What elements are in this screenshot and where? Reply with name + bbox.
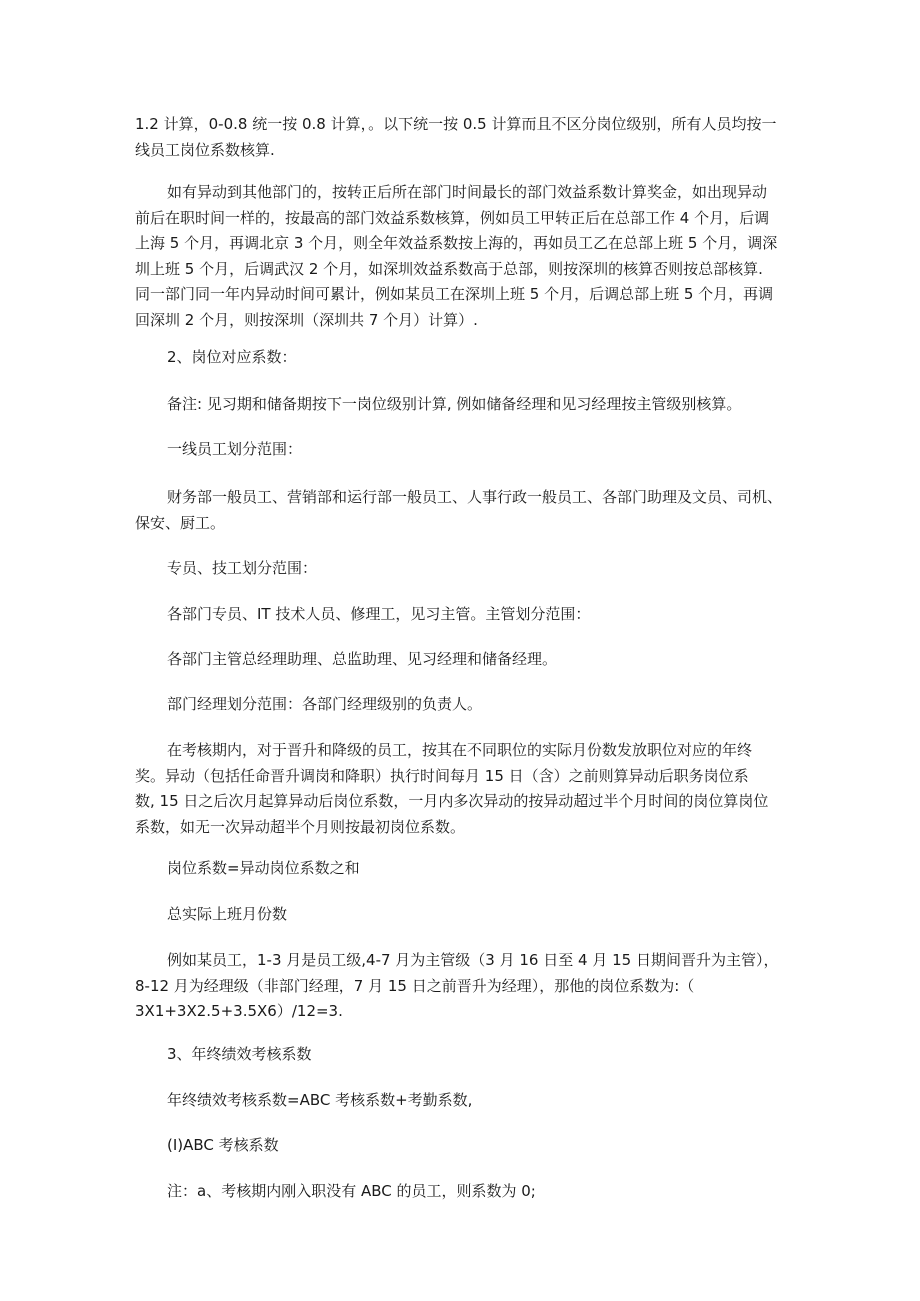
text-line: 财务部一般员工、营销部和运行部一般员工、人事行政一般员工、各部门助理及文员、司机、	[167, 488, 783, 506]
text-line: 前后在职时间一样的，按最高的部门效益系数核算，例如员工甲转正后在总部工作 4 个月，后调	[135, 208, 770, 227]
paragraph-manager-scope	[167, 692, 795, 718]
text-line: 年终绩效考核系数=ABC 考核系数+考勤系数,	[167, 1091, 473, 1109]
formula-numerator	[167, 856, 795, 882]
text-line: 数, 15 日之后次月起算异动后岗位系数，一月内多次异动的按异动超过半个月时间的岗位算岗位	[135, 792, 769, 810]
text-line: 3、年终绩效考核系数	[167, 1045, 312, 1063]
text-line: 2、岗位对应系数：	[167, 348, 297, 366]
text-line: 保安、厨工。	[135, 513, 226, 532]
formula-denominator	[167, 902, 795, 928]
paragraph-performance-formula	[167, 1088, 795, 1114]
paragraph-specialist-scope-label	[167, 556, 795, 582]
text-line: 各部门专员、IT 技术人员、修理工，见习主管。主管划分范围：	[167, 605, 591, 623]
text-line: 线员工岗位系数核算.	[135, 140, 275, 159]
paragraph-remark	[167, 392, 795, 418]
section-heading-performance-coefficient	[167, 1042, 795, 1068]
paragraph-note-a	[167, 1179, 795, 1205]
text-line: 备注: 见习期和储备期按下一岗位级别计算, 例如储备经理和见习经理按主管级别核算。	[167, 395, 742, 413]
text-line: 奖。异动（包括任命晋升调岗和降职）执行时间每月 15 日（含）之前则算异动后职务岗位系	[135, 766, 749, 785]
text-line: 如有异动到其他部门的，按转正后所在部门时间最长的部门效益系数计算奖金，如出现异动	[167, 183, 768, 201]
text-line: 专员、技工划分范围：	[167, 559, 318, 577]
text-line: 同一部门同一年内异动时间可累计，例如某员工在深圳上班 5 个月，后调总部上班 5 个月，再调	[135, 285, 774, 303]
paragraph-specialist-scope	[167, 602, 795, 628]
text-line: 各部门主管总经理助理、总监助理、见习经理和储备经理。	[167, 650, 558, 668]
text-line: 注：a、考核期内刚入职没有 ABC 的员工，则系数为 0;	[167, 1182, 536, 1200]
text-line: 圳上班 5 个月，后调武汉 2 个月，如深圳效益系数高于总部，则按深圳的核算否则按总部核算.	[135, 259, 763, 278]
text-line: 例如某员工，1-3 月是员工级,4-7 月为主管级（3 月 16 日至 4 月 15 日期间晋升为主管），	[167, 951, 779, 969]
text-line: 系数，如无一次异动超半个月则按最初岗位系数。	[135, 817, 466, 836]
text-line: 1.2 计算，0-0.8 统一按 0.8 计算，。以下统一按 0.5 计算而且不区分岗位级别，所有人员均按一	[135, 115, 777, 133]
text-line: 部门经理划分范围：各部门经理级别的负责人。	[167, 695, 483, 713]
text-line: 在考核期内，对于晋升和降级的员工，按其在不同职位的实际月份数发放职位对应的年终	[167, 741, 753, 759]
paragraph-supervisor-scope	[167, 647, 795, 673]
text-line: (I)ABC 考核系数	[167, 1136, 279, 1154]
paragraph-frontline-scope	[135, 485, 795, 536]
paragraph-transfer-rule	[135, 180, 795, 333]
text-line: 回深圳 2 个月，则按深圳（深圳共 7 个月）计算）.	[135, 310, 478, 329]
text-line: 一线员工划分范围：	[167, 440, 303, 458]
text-line: 总实际上班月份数	[167, 905, 288, 923]
section-heading-position-coefficient	[167, 345, 795, 371]
text-line: 上海 5 个月，再调北京 3 个月，则全年效益系数按上海的，再如员工乙在总部上班 5 个月，调深	[135, 234, 778, 252]
paragraph-promotion-rule	[135, 738, 795, 840]
text-line: 8-12 月为经理级（非部门经理，7 月 15 日之前晋升为经理），那他的岗位系数为:（	[135, 976, 695, 995]
paragraph-frontline-scope-label	[167, 437, 795, 463]
subheading-abc-coefficient	[167, 1133, 795, 1159]
paragraph-example	[135, 948, 795, 1025]
text-line: 3X1+3X2.5+3.5X6）/12=3.	[135, 1002, 343, 1020]
paragraph-coefficient-rule	[135, 112, 795, 163]
text-line: 岗位系数=异动岗位系数之和	[167, 859, 360, 877]
